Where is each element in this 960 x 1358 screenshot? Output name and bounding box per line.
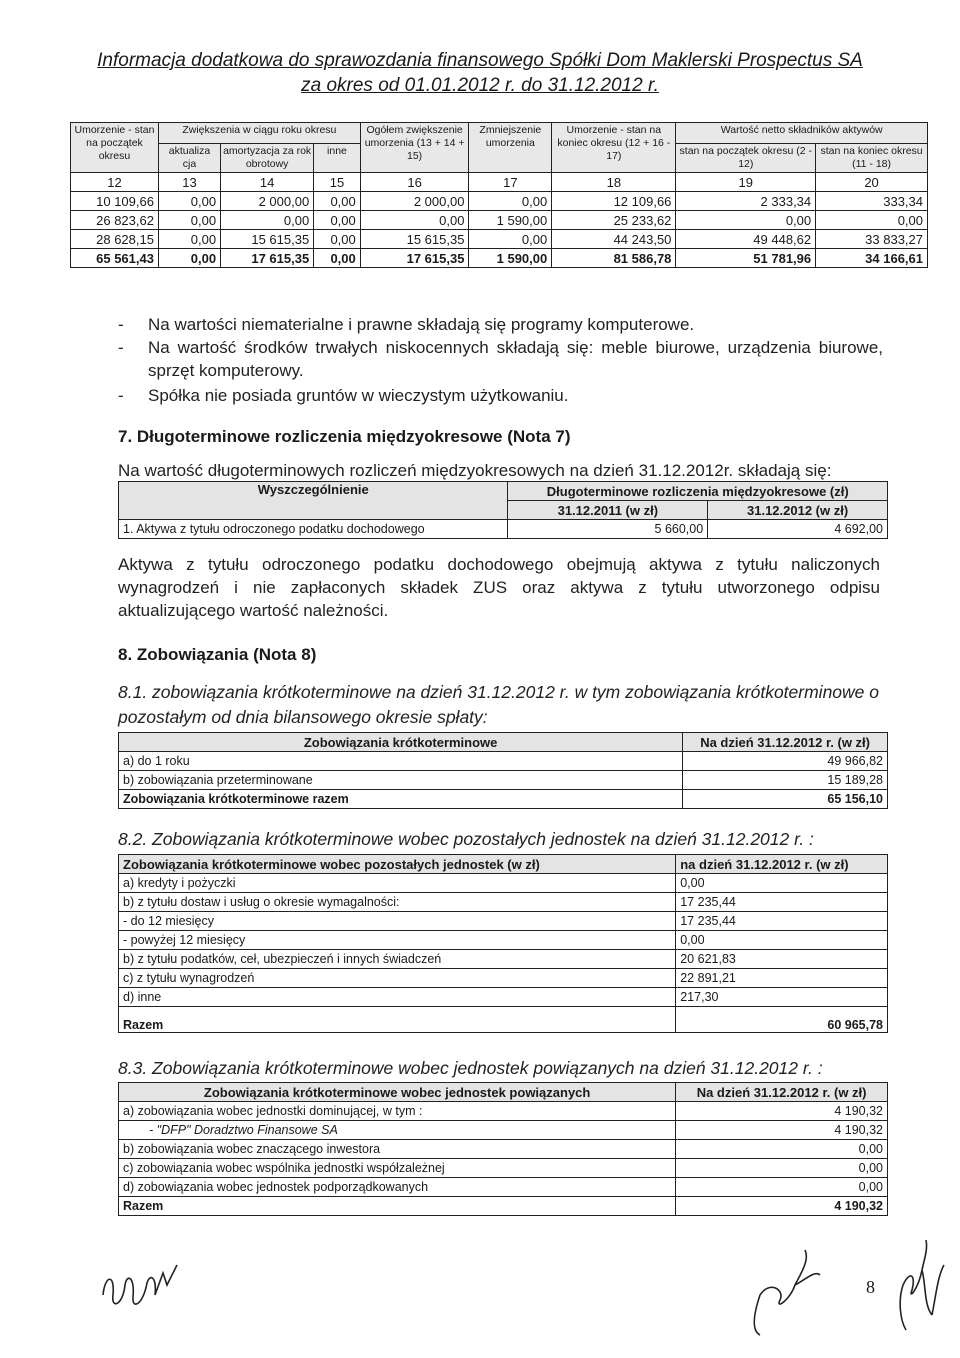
cell: 49 448,62 [676,230,816,249]
row-value: 0,00 [676,1178,888,1197]
table-row [119,520,888,539]
table-row [119,1159,888,1178]
row-value: 0,00 [676,874,888,893]
col-header-liabilities: Zobowiązania krótkoterminowe [119,733,683,752]
col-header-2012: 31.12.2012 (w zł) [708,501,888,520]
cell: 0,00 [314,230,361,249]
col-number: 16 [360,173,469,192]
col-header-group: Długoterminowe rozliczenia międzyokresowe (zł) [508,482,888,501]
row-label: b) zobowiązania przeterminowane [119,771,683,790]
section-7-intro: Na wartość długoterminowych rozliczeń międzyokresowych na dzień 31.12.2012r. składają się: [118,461,832,480]
table-row [119,1140,888,1159]
cell: 2 000,00 [360,192,469,211]
table-row [119,1178,888,1197]
signature-right [888,1235,948,1335]
row-value: 65 156,10 [683,790,888,809]
amortization-table [70,122,928,268]
cell: 0,00 [314,192,361,211]
cell: 65 561,43 [71,249,159,268]
row-value: 0,00 [676,1159,888,1178]
section-8-title: 8. Zobowiązania (Nota 8) [118,645,317,664]
section-8-3-title: 8.3. Zobowiązania krótkoterminowe wobec jednostek powiązanych na dzień 31.12.2012 r. : [118,1058,823,1078]
col-header-revaluation: aktualiza cja [158,144,220,173]
deferred-assets-table [118,481,888,539]
row-value: 17 235,44 [676,893,888,912]
cell: 26 823,62 [71,211,159,230]
related-entities-liabilities-table [118,1082,888,1216]
bullet-item: Na wartości niematerialne i prawne składają się programy komputerowe. [148,315,695,334]
row-value: 22 891,21 [676,969,888,988]
table-row [71,230,928,249]
col-header-description: Wyszczególnienie [119,482,508,520]
cell: 0,00 [360,211,469,230]
col-header-amortization: amortyzacja za rok obrotowy [221,144,314,173]
row-value: 217,30 [676,988,888,1007]
table-row [119,874,888,893]
col-header-liabilities: Zobowiązania krótkoterminowe wobec jednostek powiązanych [119,1083,676,1102]
cell: 0,00 [469,192,552,211]
col-number: 15 [314,173,361,192]
col-header-net-end: stan na koniec okresu (11 - 18) [816,144,928,173]
header-title-line2: za okres od 01.01.2012 r. do 31.12.2012 r. [301,75,659,96]
cell: 34 166,61 [816,249,928,268]
table-row [119,1102,888,1121]
cell: 1 590,00 [469,249,552,268]
row-label: - powyżej 12 miesięcy [119,931,676,950]
section-8-2-title: 8.2. Zobowiązania krótkoterminowe wobec pozostałych jednostek na dzień 31.12.2012 r. : [118,829,814,849]
col-number: 19 [676,173,816,192]
table-total-row [119,1197,888,1216]
cell: 81 586,78 [552,249,676,268]
row-label: - do 12 miesięcy [119,912,676,931]
col-number: 12 [71,173,159,192]
cell: 333,34 [816,192,928,211]
row-value: 0,00 [676,1140,888,1159]
table-row [119,752,888,771]
col-header-group-increase: Zwiększenia w ciągu roku okresu [158,123,360,144]
row-value: 20 621,83 [676,950,888,969]
table-row [119,1121,888,1140]
cell: 25 233,62 [552,211,676,230]
cell: 0,00 [158,211,220,230]
cell: 2 333,34 [676,192,816,211]
table-total-row [119,1007,888,1033]
section-7-paragraph: Aktywa z tytułu odroczonego podatku dochodowego obejmują aktywa z tytułu naliczonych wynagrodzeń i nie zapłaconych składek ZUS oraz aktywa z tytułu utworzonego odpisu aktualizującego wartość należności. [118,555,880,620]
row-value-2012: 4 692,00 [708,520,888,539]
row-label: Razem [119,1007,676,1033]
cell: 15 615,35 [221,230,314,249]
row-value: 0,00 [676,931,888,950]
row-label: d) inne [119,988,676,1007]
header-title-line1: Informacja dodatkowa do sprawozdania finansowego Spółki Dom Maklerski Prospectus SA [97,50,863,71]
bullet-item: Spółka nie posiada gruntów w wieczystym użytkowaniu. [148,386,569,405]
table-row [119,931,888,950]
row-value: 60 965,78 [676,1007,888,1033]
row-value: 4 190,32 [676,1121,888,1140]
table-row [119,912,888,931]
table-row [119,893,888,912]
col-header-end: Umorzenie - stan na koniec okresu (12 + 16 - 17) [552,123,676,173]
table-row [71,211,928,230]
col-number: 14 [221,173,314,192]
other-entities-liabilities-table [118,854,888,1033]
cell: 0,00 [314,211,361,230]
cell: 0,00 [221,211,314,230]
row-label: d) zobowiązania wobec jednostek podporządkowanych [119,1178,676,1197]
page-number: 8 [866,1277,875,1297]
row-label: c) z tytułu wynagrodzeń [119,969,676,988]
row-value: 4 190,32 [676,1102,888,1121]
row-label: Zobowiązania krótkoterminowe razem [119,790,683,809]
row-value: 15 189,28 [683,771,888,790]
row-label: 1. Aktywa z tytułu odroczonego podatku dochodowego [119,520,508,539]
row-label: b) zobowiązania wobec znaczącego inwestora [119,1140,676,1159]
row-label: - "DFP" Doradztwo Finansowe SA [119,1121,676,1140]
section-7-title: 7. Długoterminowe rozliczenia międzyokresowe (Nota 7) [118,427,571,446]
short-term-liabilities-table [118,732,888,809]
col-header-date: Na dzień 31.12.2012 r. (w zł) [676,1083,888,1102]
cell: 44 243,50 [552,230,676,249]
signature-middle [740,1240,830,1340]
row-label: b) z tytułu dostaw i usług o okresie wymagalności: [119,893,676,912]
table-row [119,950,888,969]
cell: 1 590,00 [469,211,552,230]
column-number-row [71,173,928,192]
bullet-item: Na wartość środków trwałych niskocennych składają się: meble biurowe, urządzenia biurowe, sprzęt komputerowy. [148,338,883,380]
row-value: 4 190,32 [676,1197,888,1216]
cell: 0,00 [158,192,220,211]
row-value: 49 966,82 [683,752,888,771]
cell: 0,00 [158,249,220,268]
col-header-2011: 31.12.2011 (w zł) [508,501,708,520]
row-value-2011: 5 660,00 [508,520,708,539]
col-number: 18 [552,173,676,192]
col-header-group-net: Wartość netto składników aktywów [676,123,928,144]
col-header-net-start: stan na początek okresu (2 - 12) [676,144,816,173]
bullet-dash: - [118,315,124,334]
cell: 17 615,35 [360,249,469,268]
cell: 0,00 [676,211,816,230]
section-8-1-title: 8.1. zobowiązania krótkoterminowe na dzień 31.12.2012 r. w tym zobowiązania krótkoterminowe o pozostałym od dnia bilansowego okresie spłaty: [118,682,880,727]
row-label: b) z tytułu podatków, ceł, ubezpieczeń i innych świadczeń [119,950,676,969]
col-header-other: inne [314,144,361,173]
row-label: Razem [119,1197,676,1216]
cell: 33 833,27 [816,230,928,249]
cell: 15 615,35 [360,230,469,249]
row-label: c) zobowiązania wobec wspólnika jednostki współzależnej [119,1159,676,1178]
col-header-date: na dzień 31.12.2012 r. (w zł) [676,855,888,874]
col-header-date: Na dzień 31.12.2012 r. (w zł) [683,733,888,752]
cell: 28 628,15 [71,230,159,249]
table-row [119,771,888,790]
row-label: a) kredyty i pożyczki [119,874,676,893]
signature-left [95,1255,195,1325]
col-number: 13 [158,173,220,192]
col-header-total-increase: Ogółem zwiększenie umorzenia (13 + 14 + 15) [360,123,469,173]
col-number: 20 [816,173,928,192]
col-number: 17 [469,173,552,192]
cell: 12 109,66 [552,192,676,211]
cell: 0,00 [469,230,552,249]
bullet-dash: - [118,386,124,405]
cell: 0,00 [314,249,361,268]
cell: 17 615,35 [221,249,314,268]
row-label: a) do 1 roku [119,752,683,771]
row-label: a) zobowiązania wobec jednostki dominującej, w tym : [119,1102,676,1121]
bullet-dash: - [118,338,124,357]
cell: 0,00 [816,211,928,230]
cell: 51 781,96 [676,249,816,268]
table-row [119,969,888,988]
cell: 0,00 [158,230,220,249]
cell: 2 000,00 [221,192,314,211]
row-value: 17 235,44 [676,912,888,931]
table-row [71,192,928,211]
col-header-decrease: Zmniejszenie umorzenia [469,123,552,173]
cell: 10 109,66 [71,192,159,211]
col-header-liabilities: Zobowiązania krótkoterminowe wobec pozostałych jednostek (w zł) [119,855,676,874]
table-total-row [119,790,888,809]
table-row [119,988,888,1007]
table-total-row [71,249,928,268]
col-header-start: Umorzenie - stan na początek okresu [71,123,159,173]
